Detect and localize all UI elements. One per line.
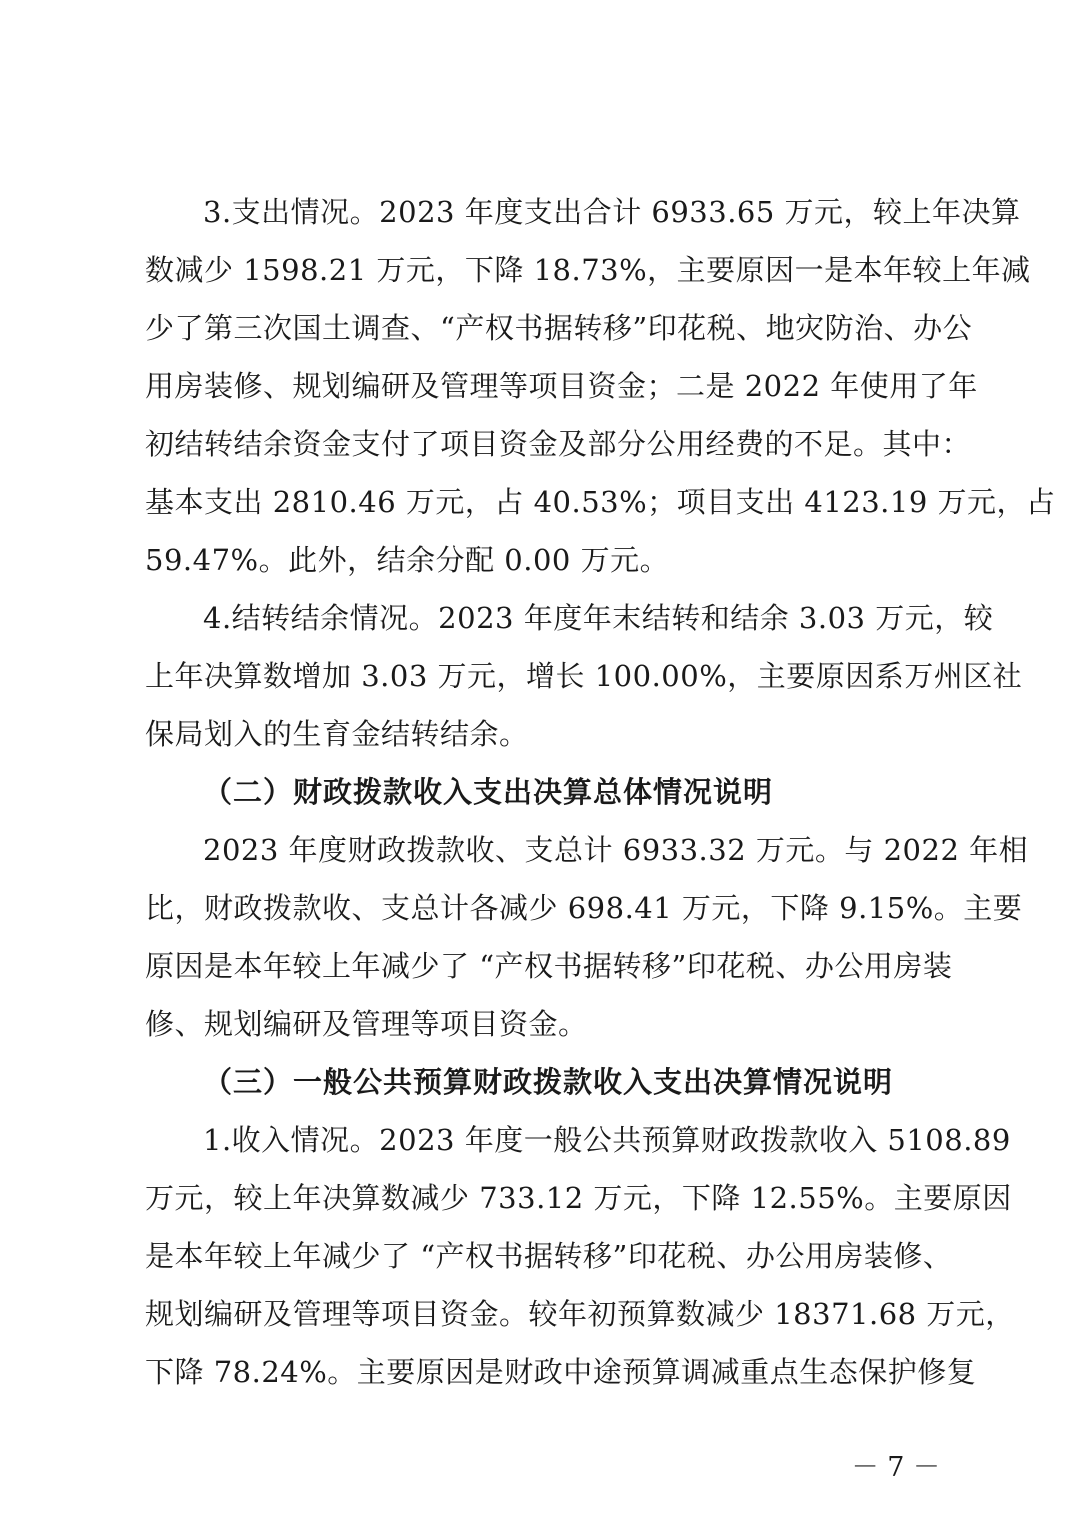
paragraph-income-line-3: 是本年较上年减少了 “产权书据转移”印花税、办公用房装修、 xyxy=(145,1239,953,1273)
paragraph-income-line-4: 规划编研及管理等项目资金。较年初预算数减少 18371.68 万元， xyxy=(145,1297,1015,1331)
paragraph-carryover-line-1: 4.结转结余情况。2023 年度年末结转和结余 3.03 万元，较 xyxy=(203,601,994,635)
paragraph-expenditure-line-1: 3.支出情况。2023 年度支出合计 6933.65 万元，较上年决算 xyxy=(203,195,1021,229)
section-heading-fiscal-appropriation-overview: （二）财政拨款收入支出决算总体情况说明 xyxy=(203,775,774,809)
paragraph-income-line-1: 1.收入情况。2023 年度一般公共预算财政拨款收入 5108.89 xyxy=(203,1123,1011,1157)
section-heading-general-public-budget: （三）一般公共预算财政拨款收入支出决算情况说明 xyxy=(203,1065,894,1099)
paragraph-fiscal-overview-line-1: 2023 年度财政拨款收、支总计 6933.32 万元。与 2022 年相 xyxy=(203,833,1029,867)
paragraph-carryover-line-3: 保局划入的生育金结转结余。 xyxy=(145,717,529,751)
paragraph-fiscal-overview-line-4: 修、规划编研及管理等项目资金。 xyxy=(145,1007,588,1041)
paragraph-fiscal-overview-line-2: 比，财政拨款收、支总计各减少 698.41 万元，下降 9.15%。主要 xyxy=(145,891,1023,925)
paragraph-fiscal-overview-line-3: 原因是本年较上年减少了 “产权书据转移”印花税、办公用房装 xyxy=(145,949,953,983)
paragraph-carryover-line-2: 上年决算数增加 3.03 万元，增长 100.00%，主要原因系万州区社 xyxy=(145,659,1023,693)
paragraph-expenditure-line-7: 59.47%。此外，结余分配 0.00 万元。 xyxy=(145,543,670,577)
paragraph-income-line-2: 万元，较上年决算数减少 733.12 万元，下降 12.55%。主要原因 xyxy=(145,1181,1012,1215)
paragraph-expenditure-line-5: 初结转结余资金支付了项目资金及部分公用经费的不足。其中： xyxy=(145,427,972,461)
paragraph-expenditure-line-3: 少了第三次国土调查、“产权书据转移”印花税、地灾防治、办公 xyxy=(145,311,973,345)
paragraph-expenditure-line-6: 基本支出 2810.46 万元，占 40.53%；项目支出 4123.19 万元，占 xyxy=(145,485,1056,519)
page-number: － 7 － xyxy=(851,1452,940,1483)
paragraph-expenditure-line-2: 数减少 1598.21 万元，下降 18.73%，主要原因一是本年较上年减 xyxy=(145,253,1031,287)
paragraph-income-line-5: 下降 78.24%。主要原因是财政中途预算调减重点生态保护修复 xyxy=(145,1355,977,1389)
paragraph-expenditure-line-4: 用房装修、规划编研及管理等项目资金；二是 2022 年使用了年 xyxy=(145,369,978,403)
